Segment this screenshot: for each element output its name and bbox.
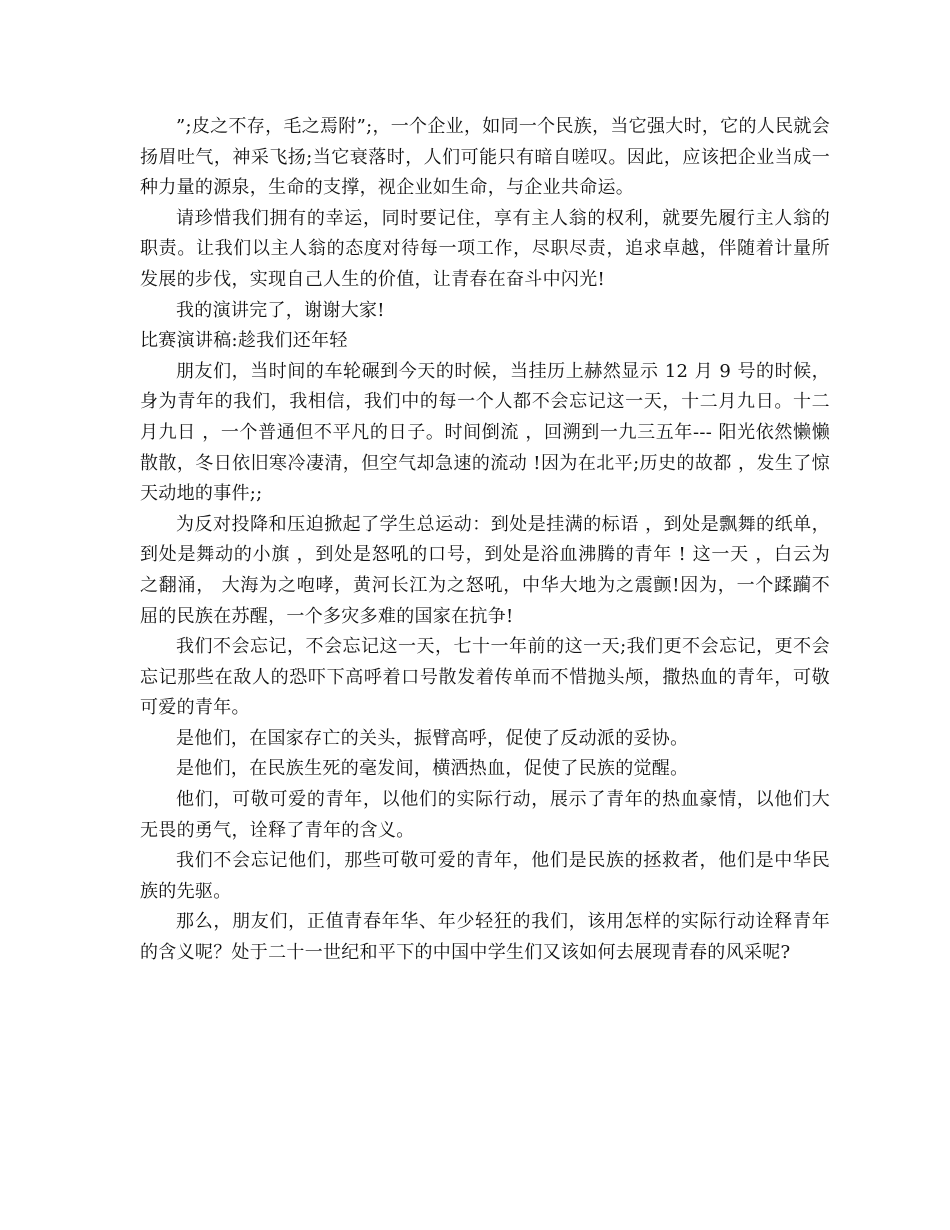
paragraph-5: 为反对投降和压迫掀起了学生总运动：到处是挂满的标语 ，到处是飘舞的纸单，到处是舞动的小旗 ，到处是怒吼的口号，到处是浴血沸腾的青年 ! 这一天 ，白云为之翻涌， 大海为之咆哮，黄河长江为之怒吼，中华大地为之震颤!因为，一个蹂躏不屈的民族在苏醒，一个多灾多难的国家在抗争! <box>140 513 830 627</box>
paragraph-4: 朋友们，当时间的车轮碾到今天的时候，当挂历上赫然显示 12 月 9 号的时候，身为青年的我们，我相信，我们中的每一个人都不会忘记这一天，十二月九日。十二月九日 ，一个普通但不平凡的日子。时间倒流 ，回溯到一九三五年--- 阳光依然懒懒散散，冬日依旧寒冷凄清，但空气却急速的流动 !因为在北平;历史的故都 ，发生了惊天动地的事件;; <box>140 360 830 505</box>
paragraph-11: 那么，朋友们，正值青春年华、年少轻狂的我们，该用怎样的实际行动诠释青年的含义呢？处于二十一世纪和平下的中国中学生们又该如何去展现青春的风采呢? <box>140 911 830 964</box>
section-heading: 比赛演讲稿:趁我们还年轻 <box>140 330 348 352</box>
paragraph-10: 我们不会忘记他们，那些可敬可爱的青年，他们是民族的拯救者，他们是中华民族的先驱。 <box>140 850 830 902</box>
document-body <box>140 112 830 969</box>
paragraph-8: 是他们，在民族生死的毫发间，横洒热血，促使了民族的觉醒。 <box>176 758 689 780</box>
paragraph-1: ”;皮之不存，毛之焉附”;，一个企业，如同一个民族，当它强大时，它的人民就会扬眉吐气，神采飞扬;当它衰落时，人们可能只有暗自嗟叹。因此，应该把企业当成一种力量的源泉，生命的支撑，视企业如生命，与企业共命运。 <box>140 116 830 199</box>
paragraph-6: 我们不会忘记，不会忘记这一天，七十一年前的这一天;我们更不会忘记，更不会忘记那些在敌人的恐吓下高呼着口号散发着传单而不惜抛头颅，撒热血的青年，可敬可爱的青年。 <box>140 636 830 719</box>
paragraph-7: 是他们，在国家存亡的关头，振臂高呼，促使了反动派的妥协。 <box>176 727 689 749</box>
paragraph-2: 请珍惜我们拥有的幸运，同时要记住，享有主人翁的权利，就要先履行主人翁的职责。让我们以主人翁的态度对待每一项工作，尽职尽责，追求卓越，伴随着计量所发展的步伐，实现自己人生的价值，让青春在奋斗中闪光! <box>140 207 830 290</box>
paragraph-9: 他们，可敬可爱的青年，以他们的实际行动，展示了青年的热血豪情，以他们大无畏的勇气，诠释了青年的含义。 <box>140 789 830 841</box>
paragraph-3: 我的演讲完了，谢谢大家! <box>176 299 385 321</box>
